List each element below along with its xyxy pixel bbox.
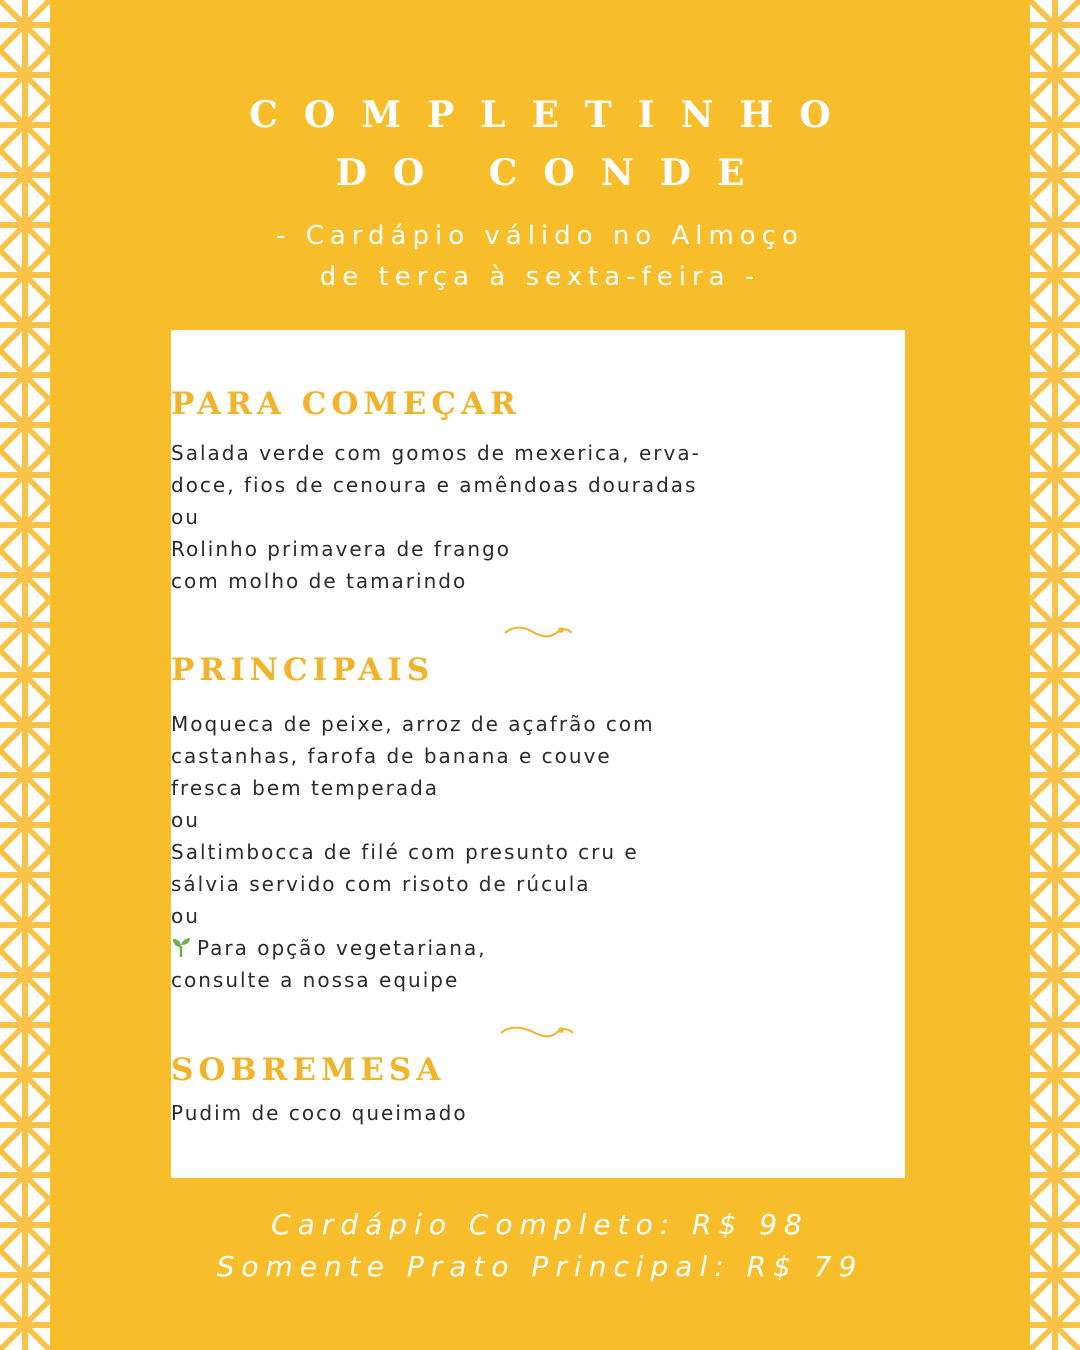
section-title-dessert: SOBREMESA [171,1052,446,1088]
price-main-only: Somente Prato Principal: R$ 79 [216,1250,864,1283]
decorative-border-right [1030,0,1080,1350]
menu-line: Salada verde com gomos de mexerica, erva- [171,441,701,465]
or-separator: ou [171,904,200,928]
menu-line: Saltimbocca de filé com presunto cru e [171,840,639,864]
section-text-dessert [171,1097,905,1129]
menu-line: fresca bem temperada [171,776,440,800]
menu-line: doce, fios de cenoura e amêndoas douradas [171,473,698,497]
section-title-starters: PARA COMEÇAR [171,386,521,422]
title-line-2: DO CONDE [335,152,771,194]
menu-line: Pudim de coco queimado [171,1101,468,1125]
flourish-divider-icon [503,624,573,640]
sprout-icon [171,936,191,958]
title-line-1: COMPLETINHO [249,94,857,136]
menu-line: castanhas, farofa de banana e couve [171,744,612,768]
subtitle-line-2: de terça à sexta-feira - [319,262,761,292]
menu-line-vegetarian [171,932,905,964]
menu-line: Moqueca de peixe, arroz de açafrão com [171,712,655,736]
menu-line: consulte a nossa equipe [171,968,460,992]
flourish-divider-icon [499,1024,575,1040]
menu-content [171,0,905,1350]
decorative-border-left [0,0,50,1350]
or-separator: ou [171,505,200,529]
section-text-starters [171,437,905,597]
section-text-mains [171,708,905,996]
price-footer [50,1204,1030,1288]
menu-line: com molho de tamarindo [171,569,468,593]
price-full-menu: Cardápio Completo: R$ 98 [271,1208,809,1241]
menu-line: sálvia servido com risoto de rúcula [171,872,591,896]
subtitle-line-1: - Cardápio válido no Almoço [276,221,804,251]
menu-line-text: Para opção vegetariana, [197,936,487,960]
menu-line: Rolinho primavera de frango [171,537,511,561]
or-separator: ou [171,808,200,832]
section-title-mains: PRINCIPAIS [171,652,435,688]
